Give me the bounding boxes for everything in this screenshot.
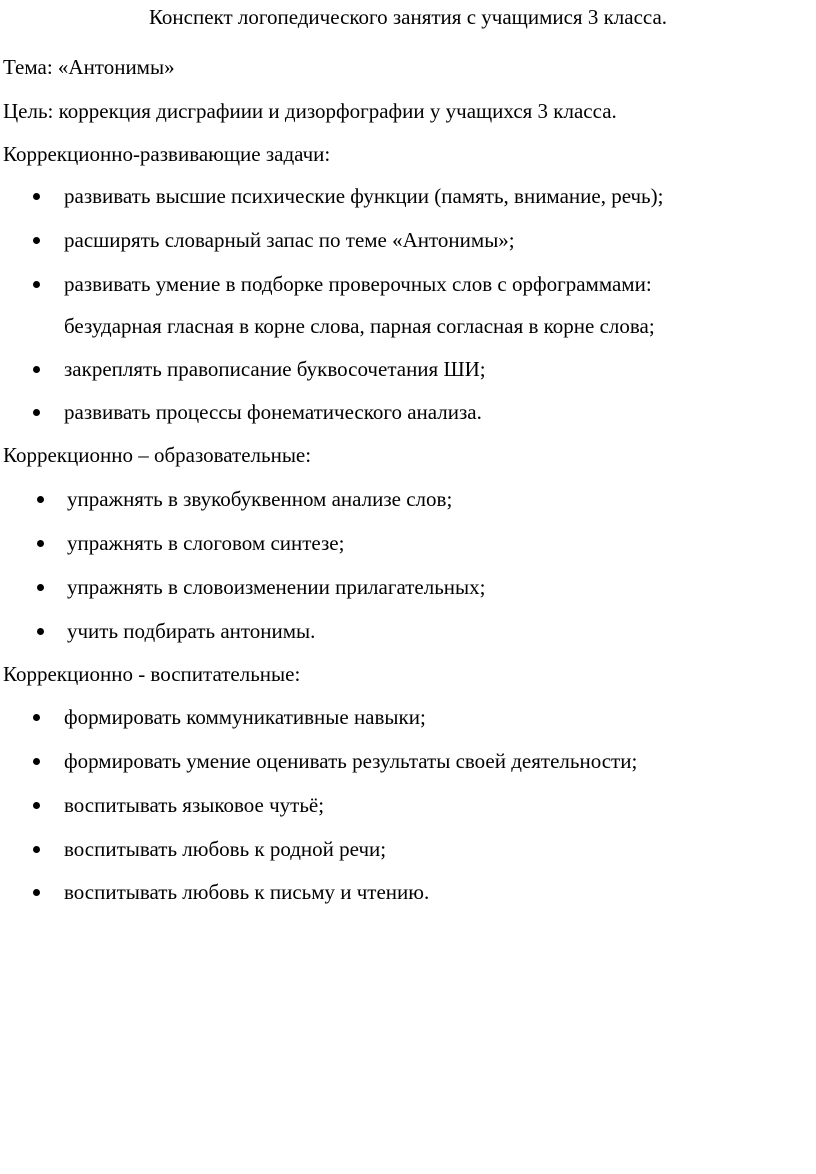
bullet-icon: [33, 802, 40, 809]
list-item-text: формировать умение оценивать результаты своей деятельности;: [64, 749, 638, 773]
bullet-icon: [33, 237, 40, 244]
bullet-icon: [37, 540, 44, 547]
bullet-icon: [33, 846, 40, 853]
list-item-text: воспитывать любовь к родной речи;: [64, 837, 387, 861]
list-item-text: развивать высшие психические функции (память, внимание, речь);: [64, 184, 664, 208]
bullet-icon: [37, 584, 44, 591]
list-item-text: расширять словарный запас по теме «Антонимы»;: [64, 228, 515, 252]
bullet-icon: [37, 496, 44, 503]
list-item-text: учить подбирать антонимы.: [67, 619, 316, 643]
bullet-icon: [37, 628, 44, 635]
section-heading-educational: Коррекционно – образовательные:: [3, 443, 312, 467]
bullet-icon: [33, 889, 40, 896]
bullet-icon: [33, 409, 40, 416]
document-title: Конспект логопедического занятия с учащимися 3 класса.: [148, 5, 668, 29]
list-item-text: упражнять в словоизменении прилагательных;: [67, 575, 486, 599]
list-item-text: воспитывать любовь к письму и чтению.: [64, 880, 430, 904]
bullet-icon: [33, 281, 40, 288]
list-item-continuation: безударная гласная в корне слова, парная согласная в корне слова;: [64, 314, 655, 338]
topic-line: Тема: «Антонимы»: [3, 55, 175, 79]
section-heading-developmental: Коррекционно-развивающие задачи:: [3, 142, 331, 166]
list-item-text: развивать умение в подборке проверочных слов с орфограммами:: [64, 272, 652, 296]
bullet-icon: [33, 714, 40, 721]
list-item-text: закреплять правописание буквосочетания ШИ;: [64, 357, 486, 381]
list-item-text: упражнять в слоговом синтезе;: [67, 531, 345, 555]
bullet-icon: [33, 193, 40, 200]
list-item-text: формировать коммуникативные навыки;: [64, 705, 426, 729]
list-item-text: воспитывать языковое чутьё;: [64, 793, 325, 817]
list-item-text: упражнять в звукобуквенном анализе слов;: [67, 487, 453, 511]
bullet-icon: [33, 758, 40, 765]
bullet-icon: [33, 366, 40, 373]
goal-line: Цель: коррекция дисграфиии и дизорфографии у учащихся 3 класса.: [3, 99, 617, 123]
list-item-text: развивать процессы фонематического анализа.: [64, 400, 482, 424]
section-heading-upbringing: Коррекционно - воспитательные:: [3, 662, 301, 686]
